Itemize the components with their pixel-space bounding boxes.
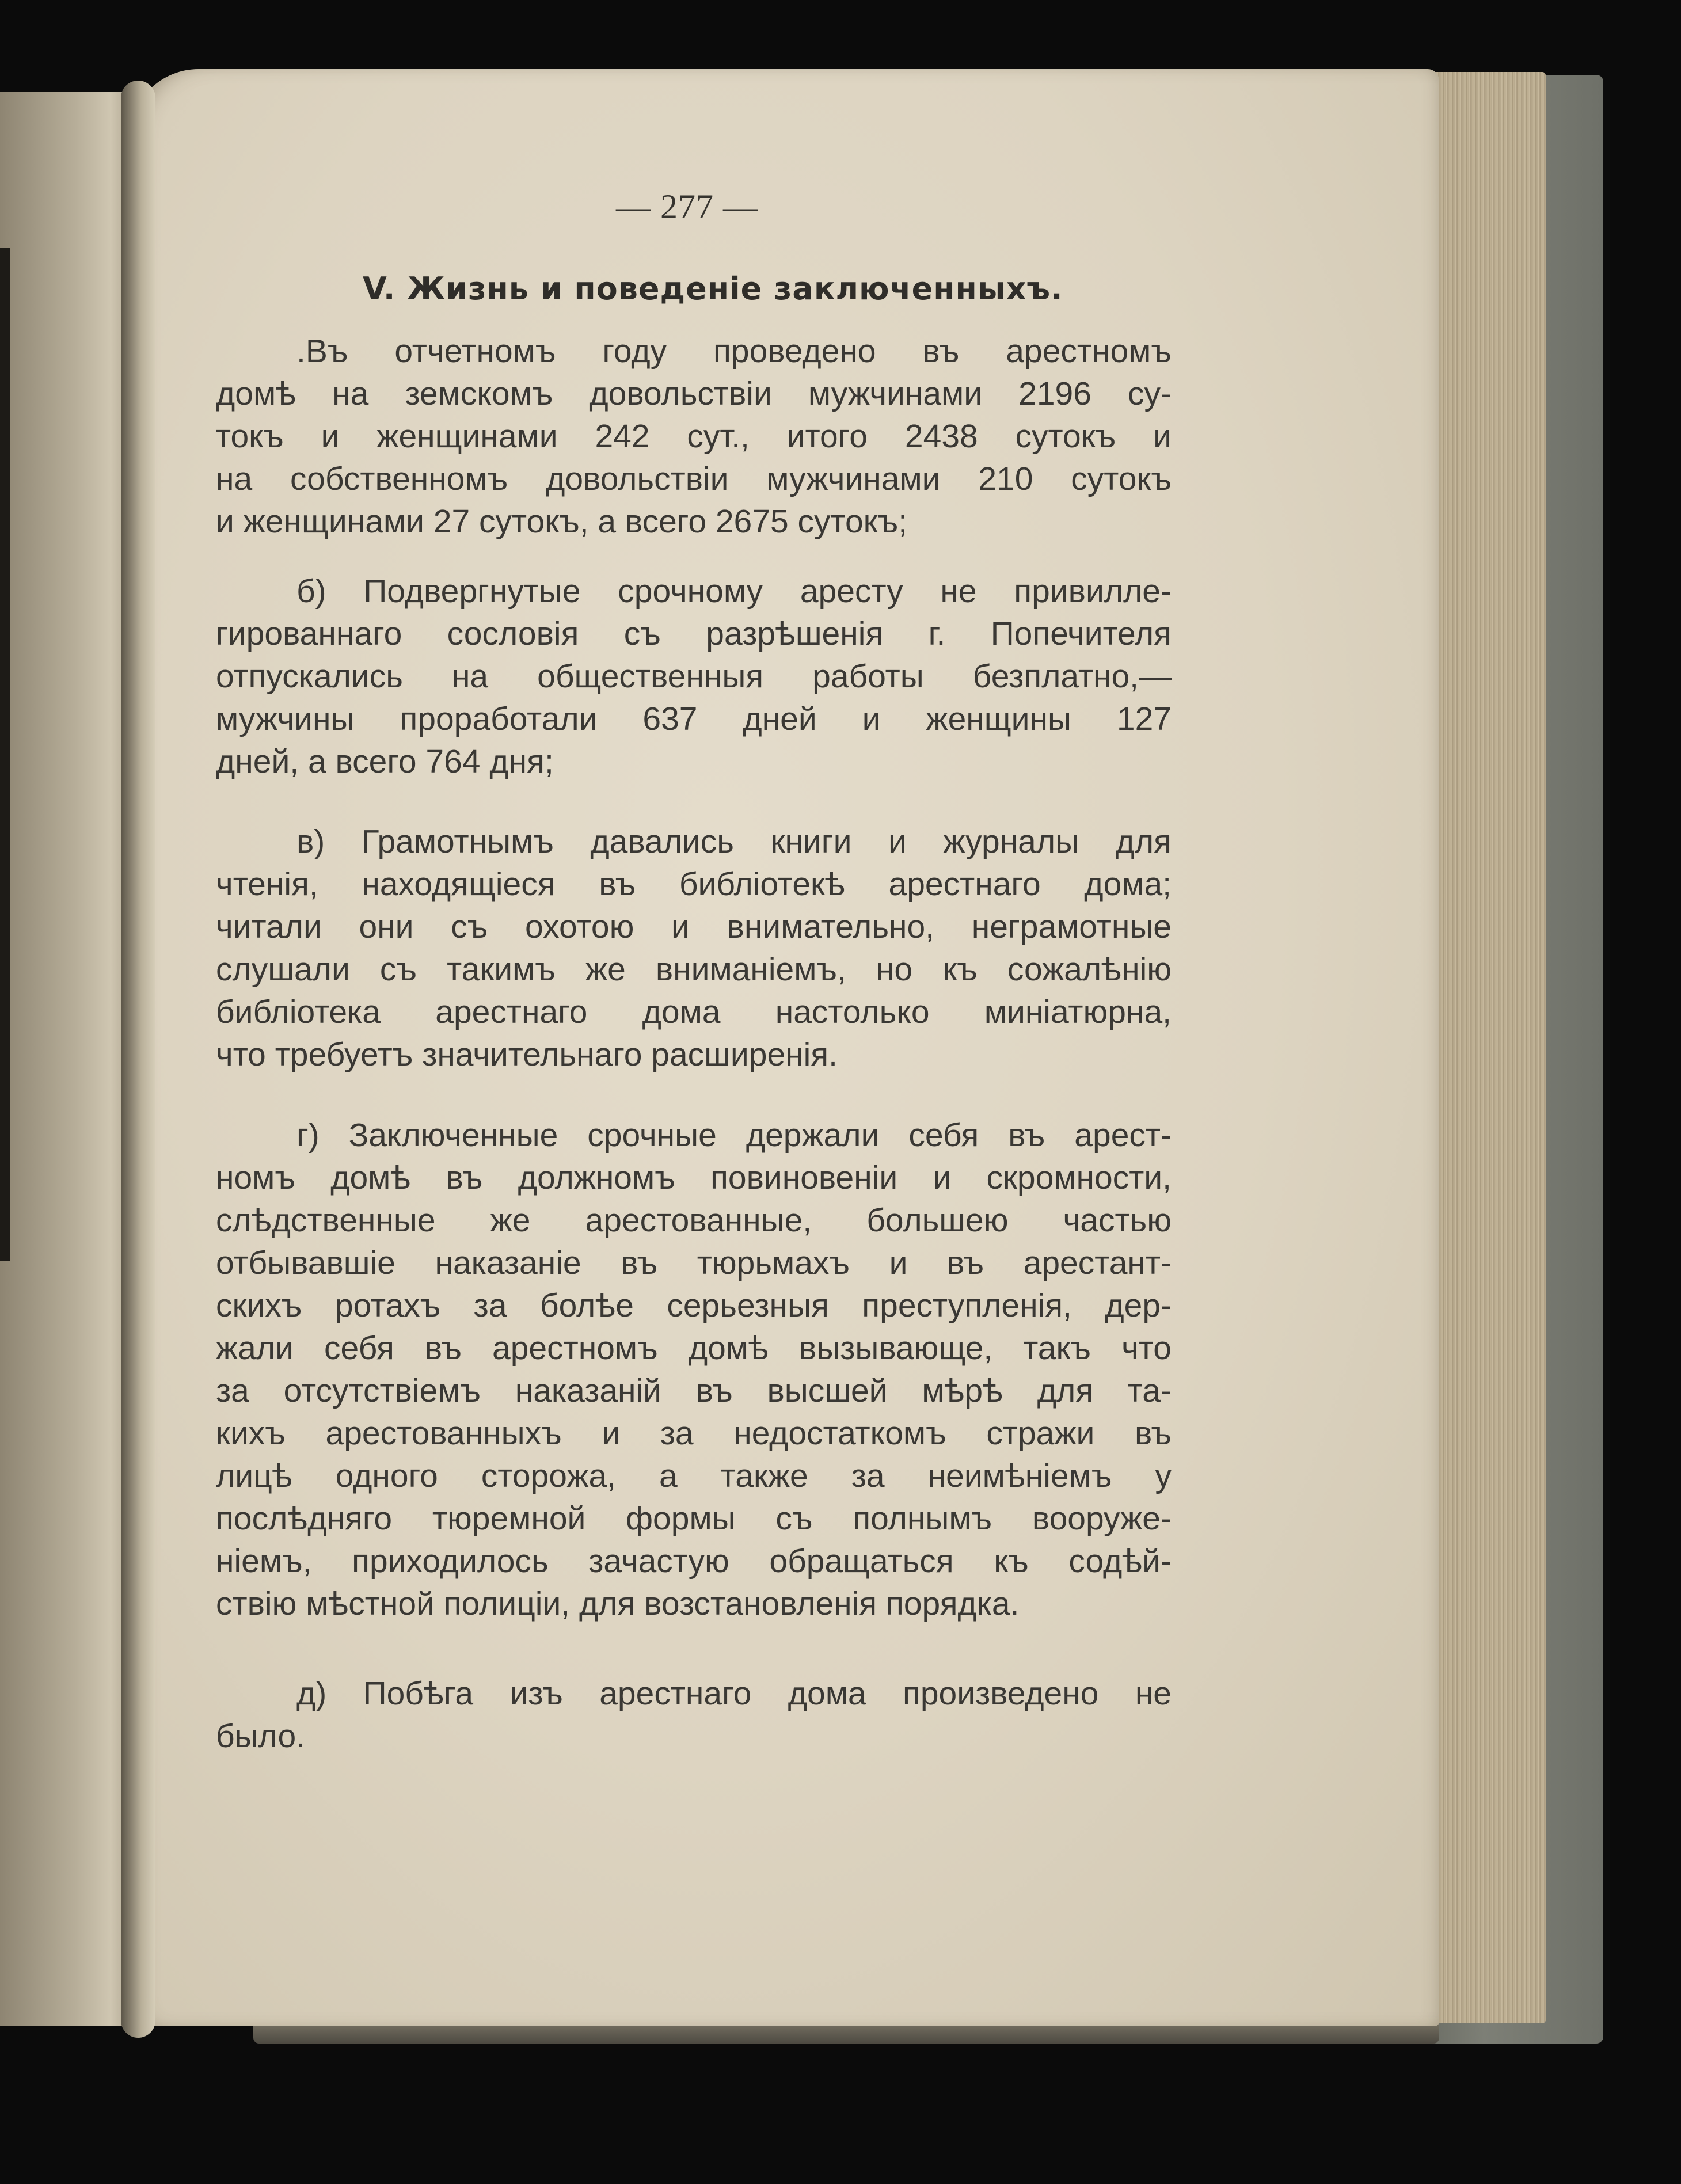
text-line: ніемъ, приходилось зачастую обращаться къ содѣй- <box>216 1543 1172 1580</box>
text-line: чтенія, находящіеся въ библіотекѣ арестнаго дома; <box>216 866 1172 903</box>
text-line: отбывавшіе наказаніе въ тюрьмахъ и въ арестант- <box>216 1245 1172 1281</box>
text-line: ствію мѣстной полиціи, для возстановленія порядка. <box>216 1585 1020 1622</box>
section-title: V. Жизнь и поведеніе заключенныхъ. <box>363 271 1063 307</box>
text-line: жали себя въ арестномъ домѣ вызывающе, такъ что <box>216 1330 1172 1367</box>
left-page-edge <box>0 92 138 2026</box>
text-line: на собственномъ довольствіи мужчинами 210 сутокъ <box>216 461 1172 497</box>
text-line: слѣдственные же арестованные, большею частью <box>216 1202 1172 1239</box>
text-line: и женщинами 27 сутокъ, а всего 2675 сутокъ; <box>216 503 908 540</box>
text-line: дней, а всего 764 дня; <box>216 743 554 780</box>
text-line: за отсутствіемъ наказаній въ высшей мѣрѣ для та- <box>216 1372 1172 1409</box>
paragraph-3 <box>216 820 1172 1076</box>
paragraph-2 <box>216 570 1172 783</box>
text-line: скихъ ротахъ за болѣе серьезныя преступленія, дер- <box>216 1287 1172 1324</box>
text-line: лицѣ одного сторожа, а также за неимѣніемъ у <box>216 1458 1172 1494</box>
text-line: что требуетъ значительнаго расширенія. <box>216 1036 838 1073</box>
text-line: домѣ на земскомъ довольствіи мужчинами 2196 су- <box>216 375 1172 412</box>
text-line: читали они съ охотою и внимательно, неграмотные <box>216 908 1172 945</box>
text-line: послѣдняго тюремной формы съ полнымъ вооруже- <box>216 1500 1172 1537</box>
text-line: б) Подвергнутые срочному аресту не привилле- <box>296 573 1172 610</box>
paragraph-4 <box>216 1114 1172 1625</box>
text-line: было. <box>216 1718 306 1755</box>
text-line: д) Побѣга изъ арестнаго дома произведено не <box>296 1675 1172 1712</box>
page-block-edges <box>1422 72 1546 2023</box>
text-line: г) Заключенные срочные держали себя въ арест- <box>296 1117 1172 1154</box>
book-gutter <box>121 81 155 2038</box>
left-page-dark-strip <box>0 248 10 1261</box>
text-line: токъ и женщинами 242 сут., итого 2438 сутокъ и <box>216 418 1172 455</box>
page-number: — 277 — <box>616 188 758 226</box>
text-line: .Въ отчетномъ году проведено въ арестномъ <box>296 333 1172 370</box>
text-line: гированнаго сословія съ разрѣшенія г. Попечителя <box>216 615 1172 652</box>
text-line: мужчины проработали 637 дней и женщины 127 <box>216 701 1172 737</box>
paragraph-1 <box>216 330 1172 543</box>
text-line: библіотека арестнаго дома настолько миніатюрна, <box>216 994 1172 1030</box>
text-line: слушали съ такимъ же вниманіемъ, но къ сожалѣнію <box>216 951 1172 988</box>
paragraph-5 <box>216 1672 1172 1757</box>
text-line: номъ домѣ въ должномъ повиновеніи и скромности, <box>216 1159 1172 1196</box>
text-line: в) Грамотнымъ давались книги и журналы для <box>296 823 1172 860</box>
text-line: отпускались на общественныя работы безплатно,— <box>216 658 1172 695</box>
text-line: кихъ арестованныхъ и за недостаткомъ стражи въ <box>216 1415 1172 1452</box>
